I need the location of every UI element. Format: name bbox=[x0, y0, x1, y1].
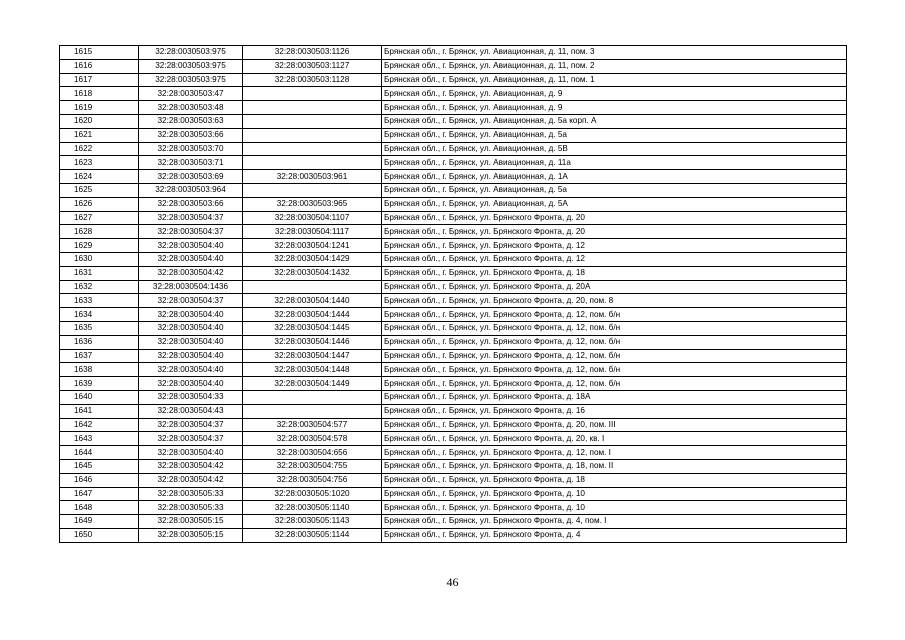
table-row bbox=[60, 252, 847, 266]
table-row bbox=[60, 349, 847, 363]
land-plot-number-cell: 32:28:0030504:42 bbox=[139, 473, 243, 487]
object-number-cell: 32:28:0030505:1140 bbox=[243, 501, 382, 515]
object-number-cell: 32:28:0030504:1432 bbox=[243, 266, 382, 280]
address-cell: Брянская обл., г. Брянск, ул. Брянского Фронта, д. 12, пом. б/н bbox=[382, 308, 847, 322]
address-cell: Брянская обл., г. Брянск, ул. Брянского Фронта, д. 12, пом. б/н bbox=[382, 349, 847, 363]
row-number-cell: 1621 bbox=[60, 128, 139, 142]
address-cell: Брянская обл., г. Брянск, ул. Брянского Фронта, д. 12, пом. б/н bbox=[382, 363, 847, 377]
land-plot-number-cell: 32:28:0030504:1436 bbox=[139, 280, 243, 294]
row-number-cell: 1630 bbox=[60, 252, 139, 266]
land-plot-number-cell: 32:28:0030504:40 bbox=[139, 308, 243, 322]
table-row bbox=[60, 156, 847, 170]
object-number-cell: 32:28:0030504:1449 bbox=[243, 377, 382, 391]
row-number-cell: 1637 bbox=[60, 349, 139, 363]
land-plot-number-cell: 32:28:0030504:37 bbox=[139, 432, 243, 446]
table-row bbox=[60, 446, 847, 460]
address-cell: Брянская обл., г. Брянск, ул. Брянского Фронта, д. 18 bbox=[382, 266, 847, 280]
row-number-cell: 1629 bbox=[60, 239, 139, 253]
object-number-cell: 32:28:0030504:578 bbox=[243, 432, 382, 446]
land-plot-number-cell: 32:28:0030504:40 bbox=[139, 252, 243, 266]
table-row bbox=[60, 377, 847, 391]
table-row bbox=[60, 87, 847, 101]
row-number-cell: 1640 bbox=[60, 390, 139, 404]
row-number-cell: 1646 bbox=[60, 473, 139, 487]
row-number-cell: 1626 bbox=[60, 197, 139, 211]
row-number-cell: 1632 bbox=[60, 280, 139, 294]
table-row bbox=[60, 294, 847, 308]
row-number-cell: 1649 bbox=[60, 515, 139, 529]
table-row bbox=[60, 321, 847, 335]
row-number-cell: 1639 bbox=[60, 377, 139, 391]
object-number-cell: 32:28:0030505:1020 bbox=[243, 487, 382, 501]
object-number-cell bbox=[243, 156, 382, 170]
land-plot-number-cell: 32:28:0030505:33 bbox=[139, 501, 243, 515]
row-number-cell: 1623 bbox=[60, 156, 139, 170]
row-number-cell: 1634 bbox=[60, 308, 139, 322]
row-number-cell: 1628 bbox=[60, 225, 139, 239]
table-row bbox=[60, 280, 847, 294]
row-number-cell: 1622 bbox=[60, 142, 139, 156]
address-cell: Брянская обл., г. Брянск, ул. Авиационная, д. 5А bbox=[382, 197, 847, 211]
land-plot-number-cell: 32:28:0030503:66 bbox=[139, 128, 243, 142]
object-number-cell bbox=[243, 114, 382, 128]
address-cell: Брянская обл., г. Брянск, ул. Авиационная, д. 9 bbox=[382, 87, 847, 101]
land-plot-number-cell: 32:28:0030503:975 bbox=[139, 73, 243, 87]
object-number-cell: 32:28:0030504:1117 bbox=[243, 225, 382, 239]
address-cell: Брянская обл., г. Брянск, ул. Брянского Фронта, д. 18, пом. II bbox=[382, 459, 847, 473]
address-cell: Брянская обл., г. Брянск, ул. Брянского Фронта, д. 12 bbox=[382, 252, 847, 266]
object-number-cell: 32:28:0030504:1445 bbox=[243, 321, 382, 335]
address-cell: Брянская обл., г. Брянск, ул. Брянского Фронта, д. 16 bbox=[382, 404, 847, 418]
table-row bbox=[60, 266, 847, 280]
row-number-cell: 1624 bbox=[60, 170, 139, 184]
land-plot-number-cell: 32:28:0030503:47 bbox=[139, 87, 243, 101]
address-cell: Брянская обл., г. Брянск, ул. Авиационная, д. 11, пом. 1 bbox=[382, 73, 847, 87]
land-plot-number-cell: 32:28:0030503:69 bbox=[139, 170, 243, 184]
object-number-cell: 32:28:0030504:755 bbox=[243, 459, 382, 473]
object-number-cell: 32:28:0030503:965 bbox=[243, 197, 382, 211]
address-cell: Брянская обл., г. Брянск, ул. Брянского Фронта, д. 12, пом. б/н bbox=[382, 377, 847, 391]
land-plot-number-cell: 32:28:0030503:964 bbox=[139, 183, 243, 197]
land-plot-number-cell: 32:28:0030503:975 bbox=[139, 59, 243, 73]
object-number-cell: 32:28:0030504:1446 bbox=[243, 335, 382, 349]
row-number-cell: 1647 bbox=[60, 487, 139, 501]
row-number-cell: 1627 bbox=[60, 211, 139, 225]
row-number-cell: 1619 bbox=[60, 101, 139, 115]
table-row bbox=[60, 128, 847, 142]
object-number-cell bbox=[243, 101, 382, 115]
address-cell: Брянская обл., г. Брянск, ул. Брянского Фронта, д. 10 bbox=[382, 487, 847, 501]
object-number-cell: 32:28:0030504:1440 bbox=[243, 294, 382, 308]
row-number-cell: 1643 bbox=[60, 432, 139, 446]
land-plot-number-cell: 32:28:0030505:33 bbox=[139, 487, 243, 501]
table-row bbox=[60, 101, 847, 115]
table-row bbox=[60, 501, 847, 515]
land-plot-number-cell: 32:28:0030505:15 bbox=[139, 515, 243, 529]
object-number-cell bbox=[243, 390, 382, 404]
address-cell: Брянская обл., г. Брянск, ул. Брянского Фронта, д. 18А bbox=[382, 390, 847, 404]
row-number-cell: 1642 bbox=[60, 418, 139, 432]
address-cell: Брянская обл., г. Брянск, ул. Брянского Фронта, д. 10 bbox=[382, 501, 847, 515]
land-plot-number-cell: 32:28:0030504:37 bbox=[139, 225, 243, 239]
address-cell: Брянская обл., г. Брянск, ул. Брянского Фронта, д. 20, кв. I bbox=[382, 432, 847, 446]
table-row bbox=[60, 432, 847, 446]
land-plot-number-cell: 32:28:0030504:42 bbox=[139, 459, 243, 473]
table-row bbox=[60, 459, 847, 473]
row-number-cell: 1633 bbox=[60, 294, 139, 308]
table-row bbox=[60, 59, 847, 73]
row-number-cell: 1648 bbox=[60, 501, 139, 515]
object-number-cell bbox=[243, 280, 382, 294]
address-cell: Брянская обл., г. Брянск, ул. Брянского Фронта, д. 12, пом. I bbox=[382, 446, 847, 460]
object-number-cell: 32:28:0030504:756 bbox=[243, 473, 382, 487]
row-number-cell: 1638 bbox=[60, 363, 139, 377]
address-cell: Брянская обл., г. Брянск, ул. Авиационная, д. 1А bbox=[382, 170, 847, 184]
page-number: 46 bbox=[446, 575, 459, 589]
object-number-cell: 32:28:0030504:1107 bbox=[243, 211, 382, 225]
cadastral-table bbox=[59, 45, 847, 543]
address-cell: Брянская обл., г. Брянск, ул. Авиационная, д. 11, пом. 2 bbox=[382, 59, 847, 73]
address-cell: Брянская обл., г. Брянск, ул. Брянского Фронта, д. 4 bbox=[382, 528, 847, 542]
object-number-cell: 32:28:0030503:1128 bbox=[243, 73, 382, 87]
land-plot-number-cell: 32:28:0030505:15 bbox=[139, 528, 243, 542]
object-number-cell: 32:28:0030504:1448 bbox=[243, 363, 382, 377]
address-cell: Брянская обл., г. Брянск, ул. Брянского Фронта, д. 20А bbox=[382, 280, 847, 294]
table-row bbox=[60, 335, 847, 349]
address-cell: Брянская обл., г. Брянск, ул. Авиационная, д. 5В bbox=[382, 142, 847, 156]
land-plot-number-cell: 32:28:0030504:43 bbox=[139, 404, 243, 418]
table-row bbox=[60, 515, 847, 529]
address-cell: Брянская обл., г. Брянск, ул. Брянского Фронта, д. 20 bbox=[382, 211, 847, 225]
table-row bbox=[60, 46, 847, 60]
land-plot-number-cell: 32:28:0030504:40 bbox=[139, 349, 243, 363]
address-cell: Брянская обл., г. Брянск, ул. Брянского Фронта, д. 12, пом. б/н bbox=[382, 321, 847, 335]
land-plot-number-cell: 32:28:0030503:71 bbox=[139, 156, 243, 170]
table-row bbox=[60, 114, 847, 128]
address-cell: Брянская обл., г. Брянск, ул. Авиационная, д. 5а bbox=[382, 128, 847, 142]
land-plot-number-cell: 32:28:0030504:33 bbox=[139, 390, 243, 404]
land-plot-number-cell: 32:28:0030504:40 bbox=[139, 363, 243, 377]
table-row bbox=[60, 473, 847, 487]
row-number-cell: 1617 bbox=[60, 73, 139, 87]
object-number-cell: 32:28:0030504:1429 bbox=[243, 252, 382, 266]
address-cell: Брянская обл., г. Брянск, ул. Брянского Фронта, д. 20, пом. 8 bbox=[382, 294, 847, 308]
object-number-cell bbox=[243, 128, 382, 142]
land-plot-number-cell: 32:28:0030503:66 bbox=[139, 197, 243, 211]
object-number-cell: 32:28:0030505:1144 bbox=[243, 528, 382, 542]
row-number-cell: 1641 bbox=[60, 404, 139, 418]
land-plot-number-cell: 32:28:0030504:42 bbox=[139, 266, 243, 280]
object-number-cell: 32:28:0030503:961 bbox=[243, 170, 382, 184]
object-number-cell: 32:28:0030503:1126 bbox=[243, 46, 382, 60]
land-plot-number-cell: 32:28:0030504:37 bbox=[139, 294, 243, 308]
row-number-cell: 1615 bbox=[60, 46, 139, 60]
land-plot-number-cell: 32:28:0030504:40 bbox=[139, 377, 243, 391]
address-cell: Брянская обл., г. Брянск, ул. Брянского Фронта, д. 4, пом. I bbox=[382, 515, 847, 529]
row-number-cell: 1635 bbox=[60, 321, 139, 335]
row-number-cell: 1636 bbox=[60, 335, 139, 349]
address-cell: Брянская обл., г. Брянск, ул. Брянского Фронта, д. 12, пом. б/н bbox=[382, 335, 847, 349]
object-number-cell: 32:28:0030504:1241 bbox=[243, 239, 382, 253]
table-row bbox=[60, 197, 847, 211]
table-row bbox=[60, 142, 847, 156]
table-row bbox=[60, 363, 847, 377]
land-plot-number-cell: 32:28:0030504:40 bbox=[139, 239, 243, 253]
object-number-cell: 32:28:0030504:577 bbox=[243, 418, 382, 432]
address-cell: Брянская обл., г. Брянск, ул. Брянского Фронта, д. 18 bbox=[382, 473, 847, 487]
object-number-cell bbox=[243, 183, 382, 197]
object-number-cell bbox=[243, 404, 382, 418]
row-number-cell: 1616 bbox=[60, 59, 139, 73]
row-number-cell: 1631 bbox=[60, 266, 139, 280]
row-number-cell: 1625 bbox=[60, 183, 139, 197]
object-number-cell: 32:28:0030504:656 bbox=[243, 446, 382, 460]
object-number-cell: 32:28:0030505:1143 bbox=[243, 515, 382, 529]
table-row bbox=[60, 239, 847, 253]
address-cell: Брянская обл., г. Брянск, ул. Авиационная, д. 9 bbox=[382, 101, 847, 115]
land-plot-number-cell: 32:28:0030503:48 bbox=[139, 101, 243, 115]
object-number-cell bbox=[243, 142, 382, 156]
land-plot-number-cell: 32:28:0030503:70 bbox=[139, 142, 243, 156]
row-number-cell: 1620 bbox=[60, 114, 139, 128]
address-cell: Брянская обл., г. Брянск, ул. Авиационная, д. 5а корп. А bbox=[382, 114, 847, 128]
row-number-cell: 1644 bbox=[60, 446, 139, 460]
table-row bbox=[60, 418, 847, 432]
table-row bbox=[60, 528, 847, 542]
object-number-cell: 32:28:0030504:1447 bbox=[243, 349, 382, 363]
land-plot-number-cell: 32:28:0030503:63 bbox=[139, 114, 243, 128]
land-plot-number-cell: 32:28:0030504:40 bbox=[139, 446, 243, 460]
address-cell: Брянская обл., г. Брянск, ул. Авиационная, д. 11а bbox=[382, 156, 847, 170]
row-number-cell: 1645 bbox=[60, 459, 139, 473]
land-plot-number-cell: 32:28:0030504:37 bbox=[139, 418, 243, 432]
land-plot-number-cell: 32:28:0030503:975 bbox=[139, 46, 243, 60]
address-cell: Брянская обл., г. Брянск, ул. Брянского Фронта, д. 20 bbox=[382, 225, 847, 239]
table-row bbox=[60, 390, 847, 404]
address-cell: Брянская обл., г. Брянск, ул. Брянского Фронта, д. 20, пом. III bbox=[382, 418, 847, 432]
table-row bbox=[60, 73, 847, 87]
object-number-cell bbox=[243, 87, 382, 101]
land-plot-number-cell: 32:28:0030504:40 bbox=[139, 335, 243, 349]
row-number-cell: 1618 bbox=[60, 87, 139, 101]
table-row bbox=[60, 225, 847, 239]
table-row bbox=[60, 170, 847, 184]
table-row bbox=[60, 211, 847, 225]
object-number-cell: 32:28:0030503:1127 bbox=[243, 59, 382, 73]
land-plot-number-cell: 32:28:0030504:40 bbox=[139, 321, 243, 335]
table-row bbox=[60, 487, 847, 501]
table-row bbox=[60, 183, 847, 197]
table-row bbox=[60, 404, 847, 418]
address-cell: Брянская обл., г. Брянск, ул. Авиационная, д. 11, пом. 3 bbox=[382, 46, 847, 60]
row-number-cell: 1650 bbox=[60, 528, 139, 542]
object-number-cell: 32:28:0030504:1444 bbox=[243, 308, 382, 322]
land-plot-number-cell: 32:28:0030504:37 bbox=[139, 211, 243, 225]
address-cell: Брянская обл., г. Брянск, ул. Брянского Фронта, д. 12 bbox=[382, 239, 847, 253]
table-body bbox=[60, 46, 847, 543]
table-row bbox=[60, 308, 847, 322]
address-cell: Брянская обл., г. Брянск, ул. Авиационная, д. 5а bbox=[382, 183, 847, 197]
